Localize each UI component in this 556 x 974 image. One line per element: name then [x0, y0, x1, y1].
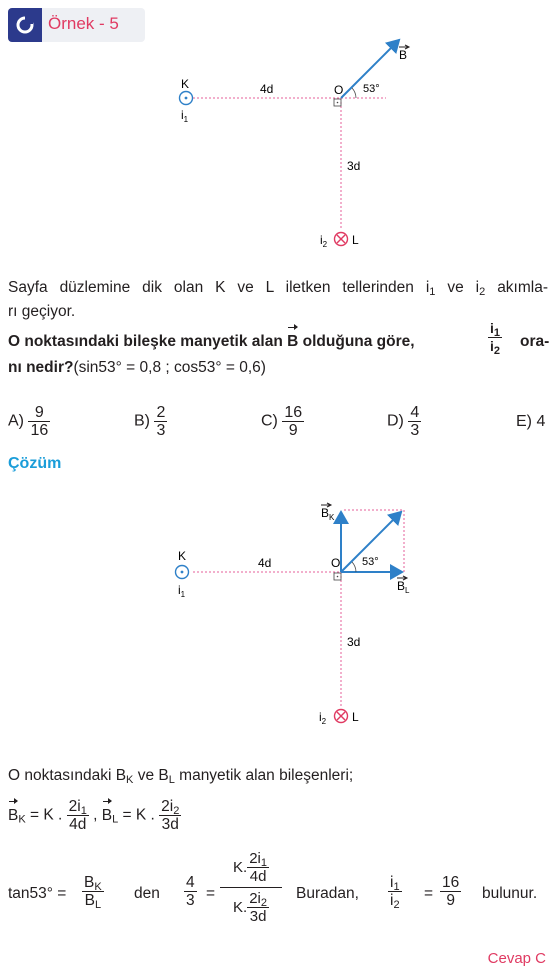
question-text: Sayfa düzlemine dik olan K ve L iletken tellerinden $i_1$ ve $i_2$ akımla- rı geçiyor. O noktasındaki bileşke manyetik alan B olduğuna göre, $\frac{i_1}{i_2}$ ora- nı nedir?(sin53° = 0,8 ; cos53° = 0,6) — [8, 279, 550, 376]
diagram-1 — [0, 0, 556, 260]
label-i1: i — [178, 583, 181, 597]
svg-text:i2: $i_2$ — [319, 710, 327, 726]
label-angle: 53° — [363, 83, 380, 95]
label-BK: B — [321, 506, 330, 520]
label-i2: i — [319, 710, 322, 724]
label-3d: 3d — [347, 159, 361, 173]
label-BL: B — [397, 579, 406, 593]
label-L: L — [352, 233, 359, 247]
wire-K-out-icon — [176, 566, 189, 579]
question-fraction: $\frac{i_1}{i_2}$ — [490, 320, 501, 357]
label-O: O — [334, 83, 344, 97]
label-4d: 4d — [260, 82, 274, 96]
angle-arc — [352, 88, 356, 98]
label-K: K — [178, 549, 187, 563]
option-a[interactable]: A) $\frac{9}{16}$ — [8, 404, 49, 439]
svg-text:i2: $i_2$ — [320, 233, 328, 249]
label-i2: i — [320, 233, 323, 247]
label-K: K — [181, 77, 190, 91]
option-e[interactable]: E) 4 — [516, 413, 546, 430]
label-L: L — [352, 710, 359, 724]
svg-text:i1: $i_1$ — [178, 583, 186, 599]
label-angle: 53° — [362, 556, 379, 568]
svg-text:BK: $B_K$ — [321, 506, 335, 522]
option-c[interactable]: C) $\frac{16}{9}$ — [261, 404, 303, 439]
label-O: O — [331, 556, 341, 570]
big-fraction: K. $\frac{2i_1}{4d}$ K. $\frac{2i_2}{3d}$ — [220, 850, 282, 925]
equation-2: tan53° = $\frac{B_K}{B_L}$ den $\frac{4}{3}$ = K. $\frac{2i_1}{4d}$ K. $\frac{2i_2}{3d}$ Buradan, $\frac{i_1}{i_2}$ = $\frac{16}{9}$ bulunur. — [8, 850, 538, 925]
given-values: (sin53° = 0,8 ; cos53° = 0,6) — [73, 359, 266, 376]
wire-K-out-icon — [180, 92, 193, 105]
diagram-2 — [0, 490, 556, 730]
example-title: Örnek - 5 — [48, 14, 119, 33]
wire-L-in-icon — [335, 233, 348, 246]
svg-text:i1: $i_1$ — [181, 108, 189, 124]
label-B: B — [399, 48, 408, 62]
label-4d: 4d — [258, 556, 272, 570]
label-i1: i — [181, 108, 184, 122]
option-d[interactable]: D) $\frac{4}{3}$ — [387, 404, 420, 439]
label-3d: 3d — [347, 635, 361, 649]
solution-text: O noktasındaki $B_K$ ve $B_L$ manyetik alan bileşenleri; — [8, 767, 354, 786]
option-b[interactable]: B) $\frac{2}{3}$ — [134, 404, 166, 439]
equation-1: $B_K = K$ . $\frac{2i_1}{4d}$ , $B_L = K$ . $\frac{2i_2}{3d}$ — [8, 798, 180, 833]
solution-title: Çözüm — [8, 455, 62, 472]
svg-text:BL: $B_L$ — [397, 579, 410, 595]
question-bold: O noktasındaki bileşke manyetik alan B olduğuna göre, $\frac{i_1}{i_2}$ ora- — [8, 320, 550, 357]
answer-label: Cevap C — [487, 950, 546, 967]
wire-L-in-icon — [335, 710, 348, 723]
